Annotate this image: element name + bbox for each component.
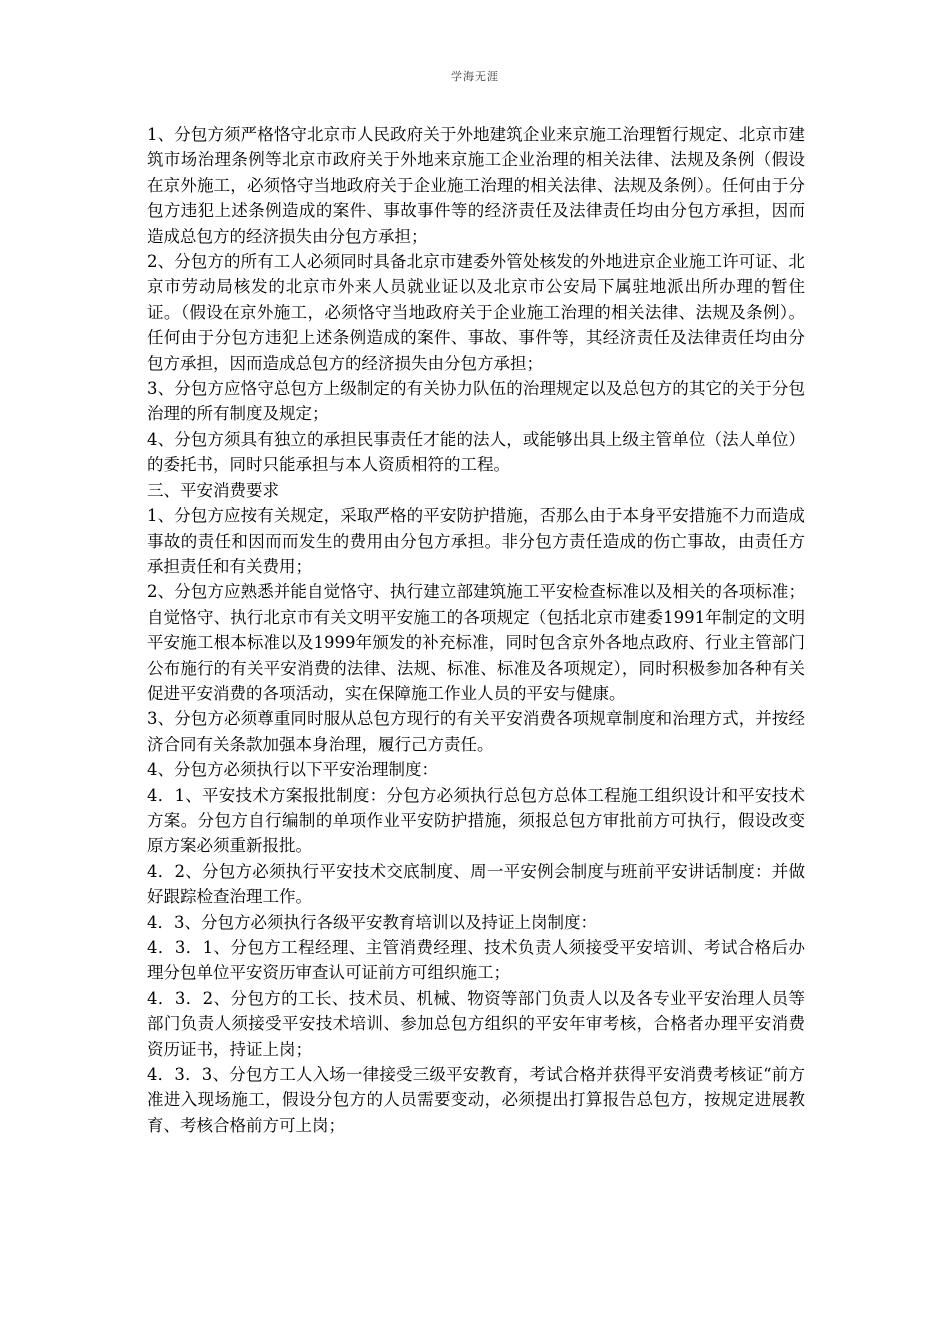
paragraph: 4、分包方必须执行以下平安治理制度：: [147, 760, 438, 780]
paragraph: 4．3．3、分包方工人入场一律接受三级平安教育，考试合格并获得平安消费考核证“前方准进入现场施工，假设分包方的人员需要变动，必须提出打算报告总包方，按规定进展教育、考核合格前方可上岗；: [147, 1065, 805, 1135]
paragraph: 4、分包方须具有独立的承担民事责任才能的法人，或能够出具上级主管单位（法人单位）的委托书，同时只能承担与本人资质相符的工程。: [147, 429, 805, 475]
paragraph: 3、分包方应恪守总包方上级制定的有关协力队伍的治理规定以及总包方的其它的关于分包治理的所有制度及规定；: [147, 379, 805, 424]
paragraph: 4．3．1、分包方工程经理、主管消费经理、技术负责人须接受平安培训、考试合格后办理分包单位平安资历审查认可证前方可组织施工；: [147, 938, 805, 983]
paragraph: 4．3．2、分包方的工长、技术员、机械、物资等部门负责人以及各专业平安治理人员等部门负责人须接受平安技术培训、参加总包方组织的平安年审考核，合格者办理平安消费资历证书，持证上岗；: [147, 988, 805, 1059]
paragraph: 1、分包方应按有关规定，采取严格的平安防护措施，否那么由于本身平安措施不力而造成事故的责任和因而而发生的费用由分包方承担。非分包方责任造成的伤亡事故，由责任方承担责任和有关费用；: [147, 506, 805, 576]
document-body: [147, 122, 805, 1138]
paragraph: 2、分包方应熟悉并能自觉恪守、执行建立部建筑施工平安检查标准以及相关的各项标准；自觉恪守、执行北京市有关文明平安施工的各项规定（包括北京市建委1991年制定的文明平安施工根本标准以及1999年颁发的补充标准，同时包含京外各地点政府、行业主管部门公布施行的有关平安消费的法律、法规、标准、标准及各项规定），同时积极参加各种有关促进平安消费的各项活动，实在保障施工作业人员的平安与健康。: [147, 582, 805, 703]
section-heading: 三、平安消费要求: [147, 480, 279, 500]
page-header: 学海无涯: [451, 70, 499, 83]
paragraph: 2、分包方的所有工人必须同时具备北京市建委外管处核发的外地进京企业施工许可证、北京市劳动局核发的北京市外来人员就业证以及北京市公安局下属驻地派出所办理的暂住证。（假设在京外施工，必须恪守当地政府关于企业施工治理的相关法律、法规及条例）。任何由于分包方违犯上述条例造成的案件、事故、事件等，其经济责任及法律责任均由分包方承担，因而造成总包方的经济损失由分包方承担；: [147, 252, 805, 373]
paragraph: 1、分包方须严格恪守北京市人民政府关于外地建筑企业来京施工治理暂行规定、北京市建筑市场治理条例等北京市政府关于外地来京施工企业治理的相关法律、法规及条例（假设在京外施工，必须恪守当地政府关于企业施工治理的相关法律、法规及条例）。任何由于分包方违犯上述条例造成的案件、事故事件等的经济责任及法律责任均由分包方承担，因而造成总包方的经济损失由分包方承担；: [147, 125, 805, 246]
paragraph: 3、分包方必须尊重同时服从总包方现行的有关平安消费各项规章制度和治理方式，并按经济合同有关条款加强本身治理，履行己方责任。: [147, 709, 805, 754]
paragraph: 4．1、平安技术方案报批制度：分包方必须执行总包方总体工程施工组织设计和平安技术方案。分包方自行编制的单项作业平安防护措施，须报总包方审批前方可执行，假设改变原方案必须重新报批。: [147, 785, 805, 856]
paragraph: 4．3、分包方必须执行各级平安教育培训以及持证上岗制度：: [147, 912, 597, 932]
paragraph: 4．2、分包方必须执行平安技术交底制度、周一平安例会制度与班前平安讲话制度：并做好跟踪检查治理工作。: [147, 861, 805, 907]
